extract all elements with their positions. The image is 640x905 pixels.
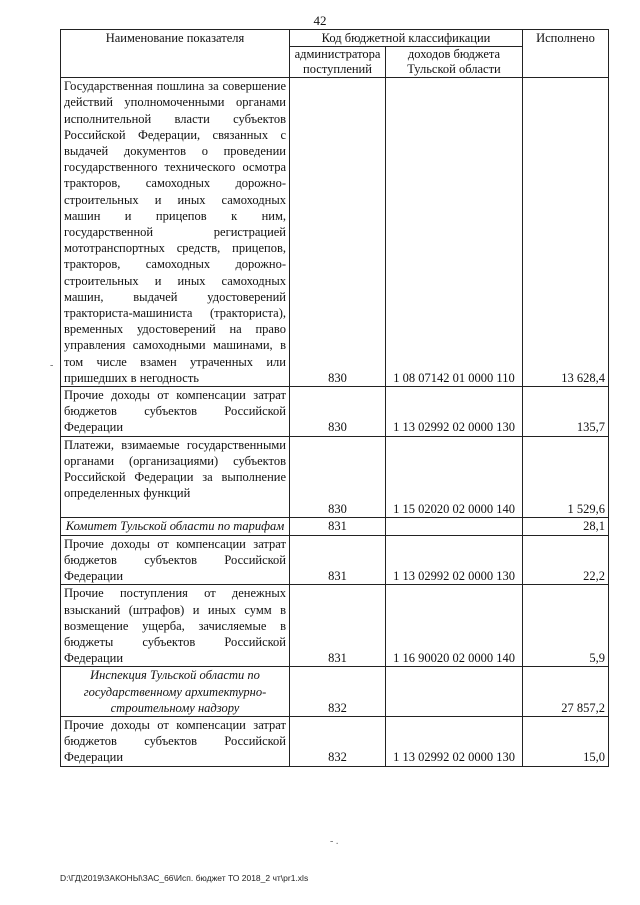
- header-executed: Исполнено: [523, 30, 609, 78]
- row-admin-code: 830: [290, 78, 386, 387]
- row-amount: 135,7: [523, 387, 609, 437]
- row-name: Прочие доходы от компенсации затрат бюджетов субъектов Российской Федерации: [61, 716, 290, 766]
- row-admin-code: 831: [290, 518, 386, 535]
- row-revenue-code: 1 15 02020 02 0000 140: [386, 436, 523, 518]
- header-admin: администратора поступлений: [290, 47, 386, 78]
- table-row: [61, 716, 609, 766]
- table-row: [61, 78, 609, 387]
- table-row: [61, 436, 609, 518]
- budget-table: [60, 29, 609, 767]
- row-revenue-code: 1 13 02992 02 0000 130: [386, 387, 523, 437]
- row-revenue-code: 1 16 90020 02 0000 140: [386, 585, 523, 667]
- row-amount: 28,1: [523, 518, 609, 535]
- row-revenue-code: 1 13 02992 02 0000 130: [386, 535, 523, 585]
- row-name: Государственная пошлина за совершение действий уполномоченными органами исполнительной власти субъектов Российской Федерации, связанных с выдачей документов о проведении государственного технического осмотра тракторов, самоходных дорожно-строительных и иных самоходных машин и прицепов к ним, государственной регистрацией мототранспортных средств, прицепов, тракторов, самоходных дорожно-строительных и иных самоходных машин, выдачей удостоверений тракториста-машиниста (тракториста), временных удостоверений на право управления самоходными машинами, в том числе взамен утраченных или пришедших в негодность: [61, 78, 290, 387]
- row-name: Прочие доходы от компенсации затрат бюджетов субъектов Российской Федерации: [61, 535, 290, 585]
- row-admin-code: 830: [290, 436, 386, 518]
- agency-name: Комитет Тульской области по тарифам: [61, 518, 290, 535]
- row-revenue-code: [386, 667, 523, 717]
- page-number: 42: [313, 13, 327, 28]
- row-amount: 15,0: [523, 716, 609, 766]
- header-code-group: Код бюджетной классификации: [290, 30, 523, 47]
- row-admin-code: 832: [290, 716, 386, 766]
- row-amount: 22,2: [523, 535, 609, 585]
- row-name: Прочие поступления от денежных взысканий (штрафов) и иных сумм в возмещение ущерба, зачисляемые в бюджеты субъектов Российской Федерации: [61, 585, 290, 667]
- row-amount: 13 628,4: [523, 78, 609, 387]
- agency-row: [61, 667, 609, 717]
- row-admin-code: 830: [290, 387, 386, 437]
- row-name: Прочие доходы от компенсации затрат бюджетов субъектов Российской Федерации: [61, 387, 290, 437]
- row-revenue-code: [386, 518, 523, 535]
- footer-file-path: D:\ГД\2019\ЗАКОНЫ\ЗАС_66\Исп. бюджет ТО 2018_2 чт\pr1.xls: [60, 873, 309, 883]
- table-row: [61, 387, 609, 437]
- row-amount: 5,9: [523, 585, 609, 667]
- table-row: [61, 585, 609, 667]
- row-revenue-code: 1 13 02992 02 0000 130: [386, 716, 523, 766]
- row-admin-code: 831: [290, 585, 386, 667]
- header-row: [61, 30, 609, 47]
- row-revenue-code: 1 08 07142 01 0000 110: [386, 78, 523, 387]
- row-amount: 27 857,2: [523, 667, 609, 717]
- table-row: [61, 535, 609, 585]
- row-amount: 1 529,6: [523, 436, 609, 518]
- scan-mark: - .: [330, 836, 339, 847]
- header-name: Наименование показателя: [61, 30, 290, 78]
- row-name: Платежи, взимаемые государственными органами (организациями) субъектов Российской Федерации за выполнение определенных функций: [61, 436, 290, 518]
- header-revenue: доходов бюджета Тульской области: [386, 47, 523, 78]
- row-admin-code: 831: [290, 535, 386, 585]
- scan-mark: -: [50, 360, 54, 371]
- agency-row: [61, 518, 609, 535]
- row-admin-code: 832: [290, 667, 386, 717]
- agency-name: Инспекция Тульской области по государственному архитектурно-строительному надзору: [61, 667, 290, 717]
